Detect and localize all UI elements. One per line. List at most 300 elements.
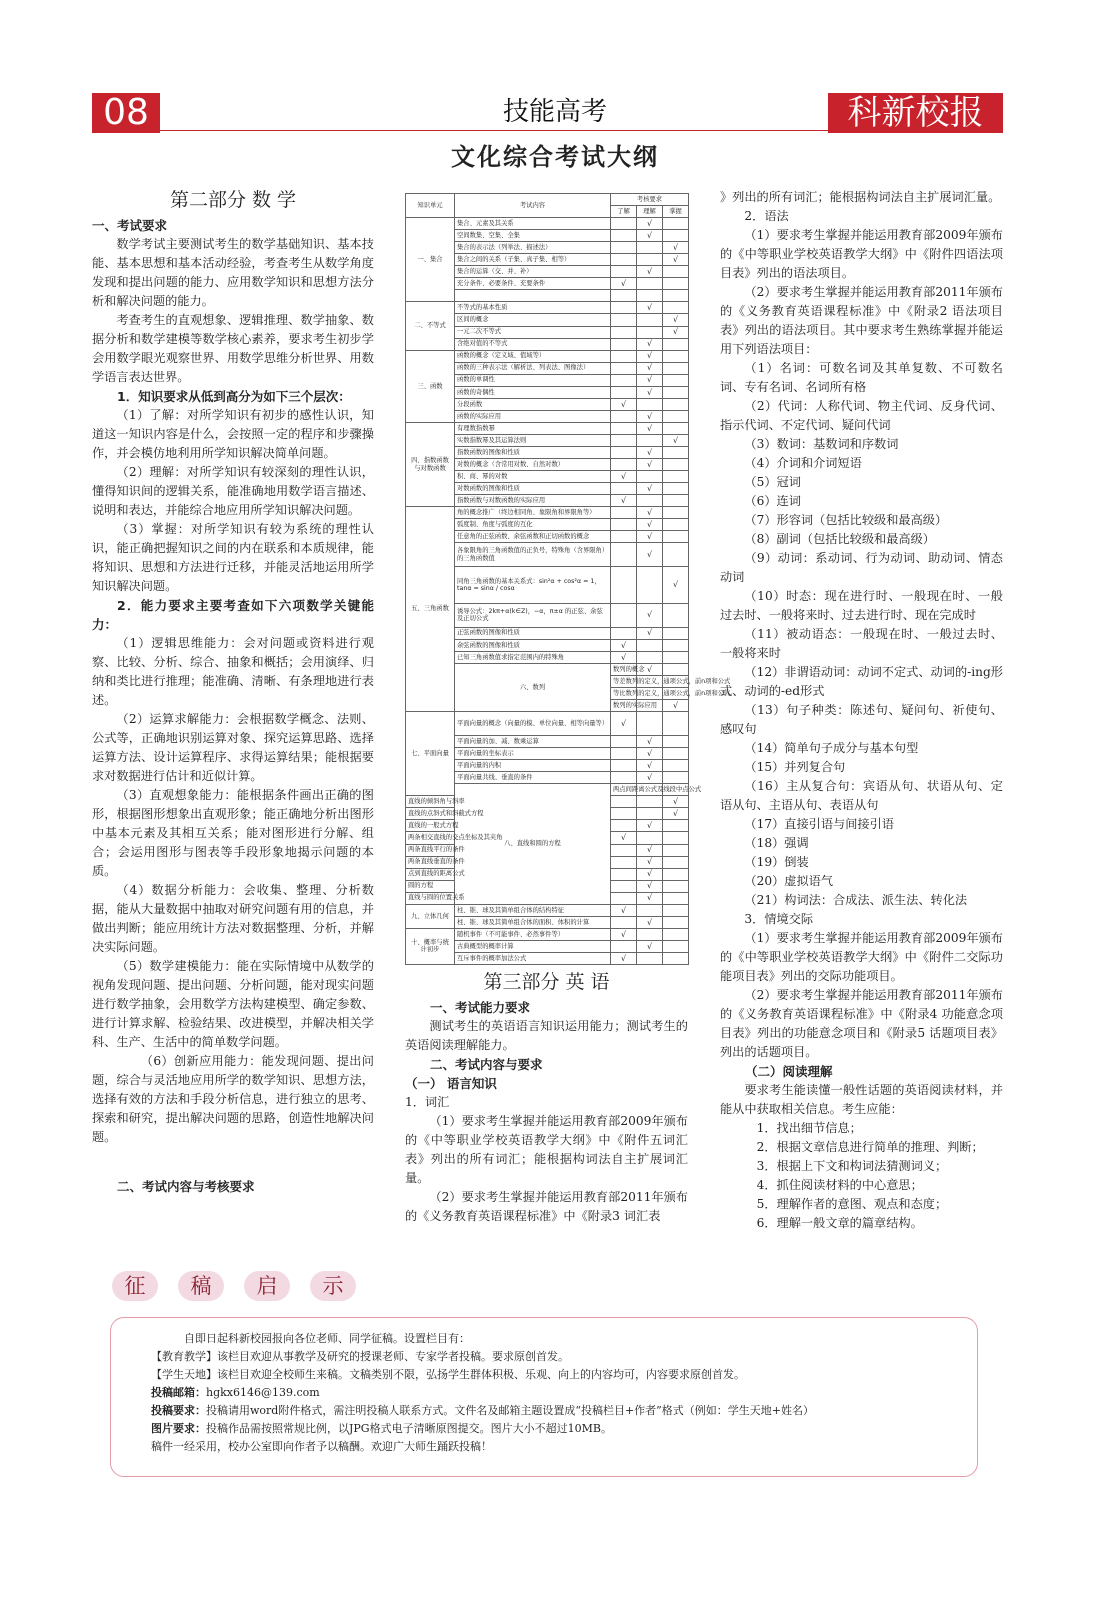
newspaper-brand: 科新校报 xyxy=(828,93,1003,133)
content-cell: 有理数指数幂 xyxy=(455,422,611,434)
requirement-level-cell xyxy=(611,940,637,952)
requirement-level-cell xyxy=(663,495,689,507)
content-cell: 直线与圆的位置关系 xyxy=(406,892,455,904)
requirement-level-cell xyxy=(637,712,663,736)
unit-cell: 八、直线和圆的方程 xyxy=(455,784,611,904)
content-cell: 直线的倾斜角与斜率 xyxy=(406,796,455,808)
requirement-level-cell xyxy=(611,386,637,398)
content-cell: 已知三角函数值求指定范围内的特殊角 xyxy=(455,651,611,663)
content-cell: 角的概念推广（终边相同角、象限角和界限角等） xyxy=(455,507,611,519)
grammar-list-item: （3）数词：基数词和序数词 xyxy=(744,437,899,451)
table-row xyxy=(406,350,689,362)
requirement-level-cell: √ xyxy=(637,362,663,374)
requirement-level-cell xyxy=(637,242,663,254)
requirement-level-cell xyxy=(637,290,663,302)
content-cell: 集合之间的关系（子集、真子集、相等） xyxy=(455,254,611,266)
content-cell: 对数的概念（含常用对数、自然对数） xyxy=(455,459,611,471)
requirement-level-cell xyxy=(611,254,637,266)
content-cell: 柱、锥、球及其简单组合体的结构特征 xyxy=(455,904,611,916)
unit-cell: 二、不等式 xyxy=(406,302,455,350)
content-cell: 函数的概念（定义域、值域等） xyxy=(455,350,611,362)
header-content: 考试内容 xyxy=(455,194,611,218)
requirement-level-cell xyxy=(611,760,637,772)
ability-item: （6）创新应用能力：能发现问题、提出问题，综合与灵活地应用所学的数学知识、思想方法，选择有效的方法和手段分析信息，进行独立的思考、探索和研究，提出解决问题的思路，创造性地解决问题。 xyxy=(92,1054,374,1144)
unit-cell: 九、立体几何 xyxy=(406,904,455,928)
reading-heading: （二）阅读理解 xyxy=(745,1064,833,1079)
content-cell: 等差数列的定义，通项公式，前n项和公式 xyxy=(611,675,637,687)
grammar-list-item: （12）非谓语动词：动词不定式、动词的-ing形式、动词的-ed形式 xyxy=(720,665,1003,698)
vocab-item: （2）要求考生掌握并能运用教育部2011年颁布的《义务教育英语课程标准》中《附录3 词汇表 xyxy=(405,1190,688,1223)
requirement-level-cell xyxy=(663,350,689,362)
grammar-list-item: （2）代词：人称代词、物主代词、反身代词、指示代词、不定代词、疑问代词 xyxy=(720,399,1003,432)
requirement-level-cell: √ xyxy=(611,832,637,844)
table-row xyxy=(406,904,689,916)
reading-list-item: 1．找出细节信息； xyxy=(756,1121,862,1135)
ability-item: （4）数据分析能力：会收集、整理、分析数据，能从大量数据中抽取对研究问题有用的信息，并做出判断；能应用统计方法对数据整理、分析，并解决实际问题。 xyxy=(92,883,374,954)
grammar-list-item: （4）介词和介词短语 xyxy=(744,456,862,470)
requirement-level-cell: √ xyxy=(611,928,637,940)
content-cell: 余弦函数的图像和性质 xyxy=(455,639,611,651)
requirement-level-cell: √ xyxy=(663,326,689,338)
requirement-level-cell: √ xyxy=(637,483,663,495)
requirement-level-cell xyxy=(611,362,637,374)
requirement-level-cell: √ xyxy=(637,386,663,398)
notice-requirements-line xyxy=(151,1402,961,1420)
requirement-level-cell: √ xyxy=(637,266,663,278)
requirement-level-cell: √ xyxy=(637,772,663,784)
grammar-list-item: （20）虚拟语气 xyxy=(744,874,834,888)
requirement-level-cell xyxy=(611,374,637,386)
content-cell: 平面向量的加、减、数乘运算 xyxy=(455,736,611,748)
table-row xyxy=(406,928,689,940)
grammar-list-item: （9）动词：系动词、行为动词、助动词、情态动词 xyxy=(720,551,1003,584)
requirement-level-cell: √ xyxy=(611,639,637,651)
requirement-level-cell xyxy=(611,483,637,495)
requirement-level-cell xyxy=(611,326,637,338)
notice-intro: 自即日起科新校园报向各位老师、同学征稿。设置栏目有： xyxy=(184,1332,470,1345)
content-cell xyxy=(455,290,611,302)
content-cell: 充分条件、必要条件、充要条件 xyxy=(455,278,611,290)
content-cell: 柱、锥、球及其简单组合体的面积、体积的计算 xyxy=(455,916,611,928)
requirement-level-cell: √ xyxy=(637,868,663,880)
requirement-level-cell: √ xyxy=(637,230,663,242)
requirement-level-cell xyxy=(663,663,689,675)
requirement-level-cell xyxy=(663,736,689,748)
section-title: 技能高考 xyxy=(502,97,607,127)
grammar-list-item: （1）名词：可数名词及其单复数、不可数名词、专有名词、名词所有格 xyxy=(720,361,1003,394)
grammar-list-item: （19）倒装 xyxy=(744,855,809,869)
requirement-level-cell xyxy=(637,832,663,844)
grammar-list-item: （11）被动语态：一般现在时、一般过去时、一般将来时 xyxy=(720,627,1003,660)
requirement-level-cell xyxy=(663,230,689,242)
requirement-level-cell: √ xyxy=(663,254,689,266)
unit-cell: 三、函数 xyxy=(406,350,455,422)
reading-list xyxy=(720,1119,1003,1233)
requirement-level-cell xyxy=(611,531,637,543)
requirement-level-cell: √ xyxy=(611,495,637,507)
requirement-level-cell xyxy=(611,543,637,567)
notice-email-line xyxy=(151,1384,961,1402)
requirement-level-cell xyxy=(663,844,689,856)
content-cell: 指数函数与对数函数的实际应用 xyxy=(455,495,611,507)
requirement-level-cell xyxy=(663,218,689,230)
content-cell: 平面向量的坐标表示 xyxy=(455,748,611,760)
content-cell: 空间数集、空集、全集 xyxy=(455,230,611,242)
math-paragraph: 考查考生的直观想象、逻辑推理、数学抽象、数据分析和数学建模等数学核心素养，要求考生初步学会用数学眼光观察世界、用数学思维分析世界、用数学语言表达世界。 xyxy=(92,313,374,384)
content-cell: 数列的概念 xyxy=(611,663,637,675)
context-item: （2）要求考生掌握并能运用教育部2011年颁布的《义务教育英语课程标准》中《附录4 功能意念项目表》列出的功能意念项目和《附录5 话题项目表》列出的话题项目。 xyxy=(720,988,1003,1059)
main-title: 文化综合考试大纲 xyxy=(451,143,659,171)
context-item: （1）要求考生掌握并能运用教育部2009年颁布的《中等职业学校英语教学大纲》中《附件二交际功能项目表》列出的交际功能项目。 xyxy=(720,931,1003,983)
requirement-level-cell xyxy=(611,314,637,326)
notice-char: 稿 xyxy=(178,1271,224,1301)
requirement-level-cell xyxy=(611,218,637,230)
requirement-level-cell xyxy=(611,459,637,471)
requirement-level-cell xyxy=(611,434,637,446)
header-level-understand: 了解 xyxy=(611,206,637,218)
requirement-level-cell: √ xyxy=(637,627,663,639)
requirement-level-cell: √ xyxy=(637,350,663,362)
content-cell: 直线的点斜式和斜截式方程 xyxy=(406,808,455,820)
content-cell: 数列的实际应用 xyxy=(611,699,637,711)
table-row xyxy=(406,218,689,230)
requirement-level-cell xyxy=(663,398,689,410)
requirement-level-cell xyxy=(663,362,689,374)
content-cell: 弧度制、角度与弧度的互化 xyxy=(455,519,611,531)
content-cell: 平面向量的内积 xyxy=(455,760,611,772)
english-heading-1: 一、考试能力要求 xyxy=(430,1000,531,1015)
reading-list-item: 4．抓住阅读材料的中心意思； xyxy=(756,1178,923,1192)
requirement-level-cell xyxy=(663,543,689,567)
grammar-list-item: （13）句子种类：陈述句、疑问句、祈使句、感叹句 xyxy=(720,703,1003,736)
grammar-list-item: （15）并列复合句 xyxy=(744,760,846,774)
requirement-level-cell: √ xyxy=(637,543,663,567)
requirement-level-cell xyxy=(611,230,637,242)
requirement-level-cell xyxy=(611,627,637,639)
requirement-level-cell xyxy=(611,892,637,904)
header-unit: 知识单元 xyxy=(406,194,455,218)
content-cell: 函数的三种表示法（解析法、列表法、图像法） xyxy=(455,362,611,374)
knowledge-heading: 1．知识要求从低到高分为如下三个层次： xyxy=(117,389,351,404)
requirement-level-cell: √ xyxy=(611,904,637,916)
content-cell: 函数的实际应用 xyxy=(455,410,611,422)
requirement-level-cell xyxy=(637,278,663,290)
requirement-level-cell xyxy=(663,940,689,952)
grammar-list xyxy=(720,359,1003,910)
unit-cell: 四、指数函数与对数函数 xyxy=(406,422,455,506)
requirement-level-cell: √ xyxy=(637,892,663,904)
requirement-level-cell xyxy=(663,952,689,964)
requirement-level-cell xyxy=(637,314,663,326)
requirement-level-cell: √ xyxy=(637,507,663,519)
requirement-level-cell xyxy=(611,736,637,748)
requirement-level-cell xyxy=(611,338,637,350)
requirement-level-cell xyxy=(663,772,689,784)
grammar-item: （2）要求考生掌握并能运用教育部2011年颁布的《义务教育英语课程标准》中《附录2 语法项目表》列出的语法项目。其中要求考生熟练掌握并能运用下列语法项目： xyxy=(720,285,1003,356)
table-row xyxy=(406,302,689,314)
header-rule xyxy=(160,130,828,131)
content-cell: 诱导公式：2kπ+α(k∈Z)，−α，π±α 的正弦、余弦及正切公式 xyxy=(455,603,611,627)
requirement-level-cell xyxy=(663,916,689,928)
english-paragraph: 测试考生的英语语言知识运用能力；测试考生的英语阅读理解能力。 xyxy=(405,1019,688,1052)
unit-cell: 一、集合 xyxy=(406,218,455,302)
requirement-level-cell xyxy=(663,483,689,495)
requirement-level-cell xyxy=(663,278,689,290)
requirement-level-cell: √ xyxy=(637,760,663,772)
english-column-1 xyxy=(405,968,688,1226)
requirement-level-cell: √ xyxy=(637,410,663,422)
requirement-level-cell: √ xyxy=(637,603,663,627)
requirement-level-cell: √ xyxy=(637,422,663,434)
math-column xyxy=(92,186,374,1196)
vocab-heading: 1．词汇 xyxy=(405,1095,450,1109)
requirement-level-cell xyxy=(663,880,689,892)
requirement-level-cell xyxy=(611,410,637,422)
requirement-level-cell xyxy=(663,386,689,398)
requirement-level-cell xyxy=(611,868,637,880)
requirement-level-cell: √ xyxy=(637,218,663,230)
requirement-level-cell xyxy=(637,928,663,940)
ability-item: （2）运算求解能力：会根据数学概念、法则、公式等，正确地识别运算对象、探究运算思路、选择运算方法、设计运算程序、求得运算结果；能根据要求对数据进行估计和近似计算。 xyxy=(92,712,374,783)
language-knowledge-heading: （一） 语言知识 xyxy=(405,1076,497,1091)
requirement-level-cell: √ xyxy=(637,302,663,314)
requirement-level-cell xyxy=(611,820,637,832)
requirement-level-cell xyxy=(637,471,663,483)
requirement-level-cell: √ xyxy=(637,940,663,952)
requirement-level-cell xyxy=(663,627,689,639)
requirements-label: 投稿要求： xyxy=(151,1404,206,1417)
email-address[interactable]: hgkx6146@139.com xyxy=(206,1386,320,1399)
content-cell: 含绝对值的不等式 xyxy=(455,338,611,350)
notice-column-teaching: 【教育教学】该栏目欢迎从事教学及研究的授课老师、专家学者投稿。要求原创首发。 xyxy=(151,1350,569,1363)
requirement-level-cell xyxy=(637,904,663,916)
math-heading-2: 二、考试内容与考核要求 xyxy=(117,1179,255,1194)
content-cell: 区间的概念 xyxy=(455,314,611,326)
reading-list-item: 5．理解作者的意图、观点和态度； xyxy=(756,1197,948,1211)
reading-paragraph: 要求考生能读懂一般性话题的英语阅读材料，并能从中获取相关信息。考生应能： xyxy=(720,1083,1003,1116)
header-level-comprehend: 理解 xyxy=(637,206,663,218)
ability-item: （5）数学建模能力：能在实际情境中从数学的视角发现问题、提出问题、分析问题，能对现实问题进行数学抽象，会用数学方法构建模型、确定参数、进行计算求解、检验结果、改进模型，并解决相关学科、生产、生活中的简单数学问题。 xyxy=(92,959,374,1049)
content-cell: 同角三角函数的基本关系式：sin²α + cos²α = 1，tanα = sinα / cosα xyxy=(455,567,611,603)
vocab-item: （1）要求考生掌握并能运用教育部2009年颁布的《中等职业学校英语教学大纲》中《附件五词汇表》列出的所有词汇；能根据构词法自主扩展词汇量。 xyxy=(405,1114,688,1185)
content-cell: 两条相交直线的交点坐标及其夹角 xyxy=(406,832,455,844)
ability-heading: 2．能力要求主要考查如下六项数学关键能力： xyxy=(92,598,374,632)
requirement-level-cell: √ xyxy=(663,434,689,446)
requirement-level-cell xyxy=(611,796,637,808)
requirement-level-cell xyxy=(611,567,637,603)
requirement-level-cell xyxy=(611,880,637,892)
picture-text: 投稿作品需按照常规比例，以JPG格式电子清晰原图提交。图片大小不超过10MB。 xyxy=(206,1422,612,1435)
requirement-level-cell xyxy=(611,422,637,434)
grammar-list-item: （10）时态：现在进行时、一般现在时、一般过去时、一般将来时、过去进行时、现在完成时 xyxy=(720,589,1003,622)
content-cell: 互斥事件的概率加法公式 xyxy=(455,952,611,964)
reading-list-item: 3．根据上下文和构词法猜测词义； xyxy=(756,1159,948,1173)
requirement-level-cell xyxy=(663,928,689,940)
requirement-level-cell: √ xyxy=(637,736,663,748)
grammar-list-item: （16）主从复合句：宾语从句、状语从句、定语从句、主语从句、表语从句 xyxy=(720,779,1003,812)
requirement-level-cell: √ xyxy=(637,531,663,543)
requirement-level-cell: √ xyxy=(611,952,637,964)
requirement-level-cell: √ xyxy=(637,844,663,856)
requirement-level-cell xyxy=(637,952,663,964)
requirement-level-cell xyxy=(611,242,637,254)
requirement-level-cell xyxy=(611,808,637,820)
requirement-level-cell: √ xyxy=(663,796,689,808)
requirement-level-cell xyxy=(637,398,663,410)
requirement-level-cell: √ xyxy=(637,856,663,868)
requirement-level-cell xyxy=(663,459,689,471)
requirement-level-cell: √ xyxy=(637,519,663,531)
reading-list-item: 2．根据文章信息进行简单的推理、判断； xyxy=(756,1140,984,1154)
content-cell: 任意角的正弦函数、余弦函数和正切函数的概念 xyxy=(455,531,611,543)
requirement-level-cell: √ xyxy=(611,398,637,410)
requirement-level-cell: √ xyxy=(663,699,689,711)
notice-closing: 稿件一经采用，校办公室即向作者予以稿酬。欢迎广大师生踊跃投稿！ xyxy=(151,1440,492,1453)
notice-char: 征 xyxy=(112,1271,158,1301)
content-cell: 两点间距离公式及线段中点公式 xyxy=(611,784,637,796)
requirement-level-cell: √ xyxy=(663,808,689,820)
requirement-level-cell xyxy=(663,603,689,627)
requirement-level-cell xyxy=(637,796,663,808)
requirement-level-cell xyxy=(663,338,689,350)
content-cell: 函数的单调性 xyxy=(455,374,611,386)
requirement-level-cell xyxy=(663,712,689,736)
english-part-title: 第三部分 英 语 xyxy=(483,971,610,993)
content-cell: 集合的表示法（列举法、描述法） xyxy=(455,242,611,254)
requirement-level-cell xyxy=(637,808,663,820)
content-cell: 积、商、幂的对数 xyxy=(455,471,611,483)
content-cell: 集合、元素及其关系 xyxy=(455,218,611,230)
requirement-level-cell xyxy=(611,519,637,531)
content-cell: 指数函数的图像和性质 xyxy=(455,446,611,458)
requirement-level-cell: √ xyxy=(637,338,663,350)
requirement-level-cell xyxy=(637,639,663,651)
content-cell: 等比数列的定义，通项公式，前n项和公式 xyxy=(611,687,637,699)
grammar-item: （1）要求考生掌握并能运用教育部2009年颁布的《中等职业学校英语教学大纲》中《附件四语法项目表》列出的语法项目。 xyxy=(720,228,1003,280)
requirement-level-cell xyxy=(611,772,637,784)
content-cell: 平面向量共线、垂直的条件 xyxy=(455,772,611,784)
notice-picture-line xyxy=(151,1420,961,1438)
requirement-level-cell xyxy=(663,904,689,916)
requirement-level-cell xyxy=(611,916,637,928)
requirement-level-cell xyxy=(637,567,663,603)
requirement-level-cell: √ xyxy=(663,567,689,603)
requirement-level-cell xyxy=(663,639,689,651)
content-cell: 圆的方程 xyxy=(406,880,455,892)
requirement-level-cell xyxy=(611,290,637,302)
requirement-level-cell: √ xyxy=(637,748,663,760)
grammar-list-item: （6）连词 xyxy=(744,494,801,508)
call-for-papers-box xyxy=(110,1317,978,1477)
content-cell: 直线的一般式方程 xyxy=(406,820,455,832)
reading-list-item: 6．理解一般文章的篇章结构。 xyxy=(756,1216,923,1230)
requirement-level-cell xyxy=(663,519,689,531)
table-row xyxy=(406,422,689,434)
requirement-level-cell xyxy=(663,374,689,386)
requirement-level-cell xyxy=(663,760,689,772)
requirement-level-cell xyxy=(663,410,689,422)
requirement-level-cell xyxy=(663,856,689,868)
grammar-heading: 2．语法 xyxy=(744,209,789,223)
requirement-level-cell: √ xyxy=(637,459,663,471)
requirement-level-cell xyxy=(637,651,663,663)
picture-label: 图片要求： xyxy=(151,1422,206,1435)
grammar-list-item: （17）直接引语与间接引语 xyxy=(744,817,894,831)
content-cell: 正弦函数的图像和性质 xyxy=(455,627,611,639)
exam-content-table xyxy=(405,193,731,963)
requirement-level-cell xyxy=(663,471,689,483)
content-cell: 不等式的基本性质 xyxy=(455,302,611,314)
requirement-level-cell xyxy=(663,266,689,278)
notice-column-students: 【学生天地】该栏目欢迎全校师生来稿。文稿类别不限，弘扬学生群体积极、乐观、向上的内容均可，内容要求原创首发。 xyxy=(151,1368,745,1381)
content-cell: 对数函数的图像和性质 xyxy=(455,483,611,495)
requirement-level-cell xyxy=(637,434,663,446)
content-cell: 两条直线平行的条件 xyxy=(406,844,455,856)
ability-item: （3）直观想象能力：能根据条件画出正确的图形，根据图形想象出直观形象；能正确地分析出图形中基本元素及其相互关系；能对图形进行分解、组合；会运用图形与图表等手段形象地揭示问题的本质。 xyxy=(92,788,374,878)
ability-item: （1）逻辑思维能力：会对问题或资料进行观察、比较、分析、综合、抽象和概括；会用演绎、归纳和类比进行推理；能准确、清晰、有条理地进行表述。 xyxy=(92,636,374,707)
requirement-level-cell xyxy=(611,266,637,278)
requirement-level-cell: √ xyxy=(637,446,663,458)
math-heading-1: 一、考试要求 xyxy=(92,218,168,233)
requirement-level-cell xyxy=(611,748,637,760)
math-paragraph: 数学考试主要测试考生的数学基础知识、基本技能、基本思想和基本活动经验，考查考生从数学角度发现和提出问题的能力、应用数学知识和思想方法分析和解决问题的能力。 xyxy=(92,237,374,308)
context-heading: 3．情境交际 xyxy=(744,912,814,926)
vocab-item-continued: 》列出的所有词汇；能根据构词法自主扩展词汇量。 xyxy=(720,190,1001,204)
content-cell: 函数的奇偶性 xyxy=(455,386,611,398)
grammar-list-item: （5）冠词 xyxy=(744,475,801,489)
header-level-master: 掌握 xyxy=(663,206,689,218)
notice-char: 示 xyxy=(310,1271,356,1301)
requirement-level-cell xyxy=(663,832,689,844)
content-cell: 古典概型的概率计算 xyxy=(455,940,611,952)
grammar-list-item: （8）副词（包括比较级和最高级） xyxy=(744,532,935,546)
grammar-list-item: （18）强调 xyxy=(744,836,809,850)
requirement-level-cell xyxy=(663,290,689,302)
requirement-level-cell xyxy=(611,302,637,314)
requirement-level-cell xyxy=(611,350,637,362)
unit-cell: 七、平面向量 xyxy=(406,712,455,796)
requirement-level-cell xyxy=(663,748,689,760)
requirement-level-cell: √ xyxy=(611,651,637,663)
content-cell: 两条直线垂直的条件 xyxy=(406,856,455,868)
header-requirement: 考核要求 xyxy=(611,194,689,206)
requirements-text: 投稿请用word附件格式，需注明投稿人联系方式。文件名及邮箱主题设置成“投稿栏目+作者”格式（例如：学生天地+姓名） xyxy=(206,1404,815,1417)
requirement-level-cell: √ xyxy=(637,374,663,386)
requirement-level-cell xyxy=(637,254,663,266)
notice-char: 启 xyxy=(244,1271,290,1301)
requirement-level-cell: √ xyxy=(611,712,637,736)
content-cell: 各象限角的三角函数值的正负号，特殊角（含界限角）的三角函数值 xyxy=(455,543,611,567)
requirement-level-cell xyxy=(663,507,689,519)
requirement-level-cell: √ xyxy=(663,242,689,254)
email-label: 投稿邮箱： xyxy=(151,1386,206,1399)
table-row xyxy=(406,507,689,519)
requirement-level-cell xyxy=(663,302,689,314)
content-cell: 一元二次不等式 xyxy=(455,326,611,338)
unit-cell: 十、概率与统计初步 xyxy=(406,928,455,964)
content-cell: 随机事件（不可能事件、必然事件等） xyxy=(455,928,611,940)
requirement-level-cell: √ xyxy=(637,663,663,675)
requirement-level-cell xyxy=(611,856,637,868)
table-row xyxy=(406,712,689,736)
requirement-level-cell: √ xyxy=(637,916,663,928)
requirement-level-cell xyxy=(611,603,637,627)
requirement-level-cell xyxy=(637,326,663,338)
requirement-level-cell xyxy=(663,820,689,832)
requirement-level-cell xyxy=(663,531,689,543)
page-number: 08 xyxy=(92,93,160,133)
requirement-level-cell: √ xyxy=(611,278,637,290)
